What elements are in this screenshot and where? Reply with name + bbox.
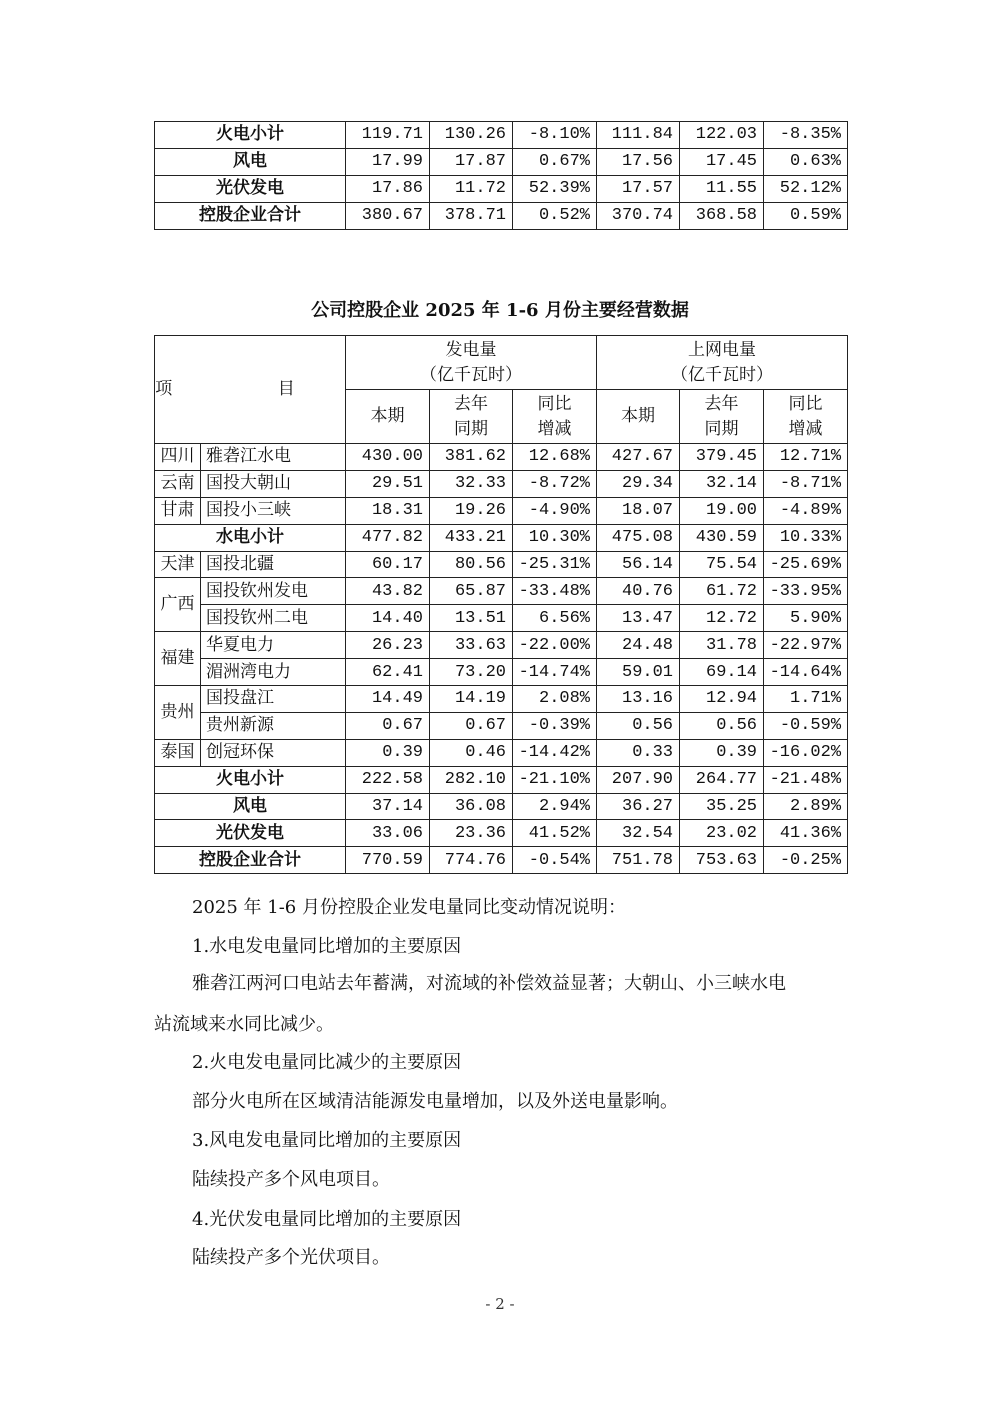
cell-value: -4.90% — [513, 497, 597, 524]
cell-value: 0.59% — [764, 202, 848, 229]
item-4-title: 4.光伏发电量同比增加的主要原因 — [192, 1209, 462, 1230]
table-row — [155, 551, 848, 578]
cell-value: 41.36% — [764, 820, 848, 847]
cell-value: 370.74 — [597, 202, 680, 229]
cell-value: 433.21 — [430, 524, 513, 551]
cell-value: 17.87 — [430, 148, 513, 175]
cell-value: 10.30% — [513, 524, 597, 551]
header-grid: 上网电量 （亿千瓦时） — [597, 336, 848, 390]
cell-value: 264.77 — [680, 766, 764, 793]
cell-value: 52.12% — [764, 175, 848, 202]
cell-value: 427.67 — [597, 444, 680, 471]
cell-value: 62.41 — [346, 659, 430, 686]
cell-value: 2.08% — [513, 686, 597, 713]
cell-value: 1.71% — [764, 686, 848, 713]
cell-value: -25.69% — [764, 551, 848, 578]
table-row — [155, 739, 848, 766]
cell-value: 0.56 — [597, 712, 680, 739]
header-generation: 发电量 （亿千瓦时） — [346, 336, 597, 390]
page-number: - 2 - — [485, 1295, 515, 1313]
province-cell: 广西 — [155, 578, 201, 632]
cell-value: 75.54 — [680, 551, 764, 578]
province-cell: 泰国 — [155, 739, 201, 766]
cell-value: 475.08 — [597, 524, 680, 551]
cell-value: -14.74% — [513, 659, 597, 686]
cell-value: 11.55 — [680, 175, 764, 202]
company-name: 国投钦州二电 — [201, 605, 346, 632]
company-name: 华夏电力 — [201, 632, 346, 659]
subtotal-label: 光伏发电 — [155, 820, 346, 847]
cell-value: 29.34 — [597, 470, 680, 497]
item-1-text-line1: 雅砻江两河口电站去年蓄满，对流域的补偿效益显著；大朝山、小三峡水电 — [192, 973, 786, 994]
header-item: 项 目 — [155, 336, 346, 444]
cell-value: 13.16 — [597, 686, 680, 713]
cell-value: 0.67% — [513, 148, 597, 175]
table-row — [155, 605, 848, 632]
table-row — [155, 578, 848, 605]
summary-table-continued — [154, 121, 848, 230]
header-current: 本期 — [346, 390, 430, 444]
cell-value: 69.14 — [680, 659, 764, 686]
province-cell: 贵州 — [155, 686, 201, 740]
cell-value: 61.72 — [680, 578, 764, 605]
item-2-text: 部分火电所在区域清洁能源发电量增加，以及外送电量影响。 — [192, 1091, 678, 1112]
subtotal-label: 水电小计 — [155, 524, 346, 551]
cell-value: 774.76 — [430, 847, 513, 874]
item-2-title: 2.火电发电量同比减少的主要原因 — [192, 1052, 462, 1073]
cell-value: 430.59 — [680, 524, 764, 551]
company-name: 国投北疆 — [201, 551, 346, 578]
cell-value: -8.71% — [764, 470, 848, 497]
cell-value: 119.71 — [346, 122, 430, 149]
table-row — [155, 793, 848, 820]
cell-value: 13.47 — [597, 605, 680, 632]
cell-value: 32.54 — [597, 820, 680, 847]
cell-value: 0.39 — [346, 739, 430, 766]
company-name: 湄洲湾电力 — [201, 659, 346, 686]
cell-value: 80.56 — [430, 551, 513, 578]
company-name: 国投盘江 — [201, 686, 346, 713]
cell-value: 2.94% — [513, 793, 597, 820]
cell-value: 0.67 — [346, 712, 430, 739]
cell-value: 23.36 — [430, 820, 513, 847]
cell-value: 33.63 — [430, 632, 513, 659]
cell-value: 14.40 — [346, 605, 430, 632]
cell-value: 35.25 — [680, 793, 764, 820]
table-row — [155, 524, 848, 551]
table-row — [155, 686, 848, 713]
cell-value: 18.07 — [597, 497, 680, 524]
table-row — [155, 175, 848, 202]
cell-value: 24.48 — [597, 632, 680, 659]
cell-value: 751.78 — [597, 847, 680, 874]
cell-value: 19.00 — [680, 497, 764, 524]
table-row — [155, 766, 848, 793]
cell-value: 430.00 — [346, 444, 430, 471]
cell-value: 17.99 — [346, 148, 430, 175]
header-yoy: 同比 增减 — [513, 390, 597, 444]
cell-value: -8.72% — [513, 470, 597, 497]
cell-value: -16.02% — [764, 739, 848, 766]
cell-value: -21.48% — [764, 766, 848, 793]
cell-value: -14.42% — [513, 739, 597, 766]
table-row — [155, 470, 848, 497]
company-name: 创冠环保 — [201, 739, 346, 766]
header-yoy: 同比 增减 — [764, 390, 848, 444]
cell-value: -0.54% — [513, 847, 597, 874]
cell-value: 0.33 — [597, 739, 680, 766]
cell-value: 17.45 — [680, 148, 764, 175]
table-row — [155, 712, 848, 739]
cell-value: 0.46 — [430, 739, 513, 766]
cell-value: 17.86 — [346, 175, 430, 202]
table-row — [155, 659, 848, 686]
cell-value: 65.87 — [430, 578, 513, 605]
table-row — [155, 122, 848, 149]
cell-value: 11.72 — [430, 175, 513, 202]
cell-value: 380.67 — [346, 202, 430, 229]
cell-value: 0.56 — [680, 712, 764, 739]
cell-value: 207.90 — [597, 766, 680, 793]
cell-value: 40.76 — [597, 578, 680, 605]
province-cell: 甘肃 — [155, 497, 201, 524]
cell-value: 753.63 — [680, 847, 764, 874]
cell-value: 122.03 — [680, 122, 764, 149]
cell-value: -22.97% — [764, 632, 848, 659]
row-label: 火电小计 — [155, 122, 346, 149]
subtotal-label: 控股企业合计 — [155, 847, 346, 874]
cell-value: 41.52% — [513, 820, 597, 847]
cell-value: -33.95% — [764, 578, 848, 605]
cell-value: 0.52% — [513, 202, 597, 229]
cell-value: -21.10% — [513, 766, 597, 793]
cell-value: 32.14 — [680, 470, 764, 497]
cell-value: -14.64% — [764, 659, 848, 686]
company-name: 贵州新源 — [201, 712, 346, 739]
company-name: 国投钦州发电 — [201, 578, 346, 605]
subtotal-label: 火电小计 — [155, 766, 346, 793]
cell-value: 17.56 — [597, 148, 680, 175]
table-row — [155, 847, 848, 874]
header-current: 本期 — [597, 390, 680, 444]
cell-value: 43.82 — [346, 578, 430, 605]
cell-value: 12.72 — [680, 605, 764, 632]
cell-value: 282.10 — [430, 766, 513, 793]
cell-value: 130.26 — [430, 122, 513, 149]
company-name: 雅砻江水电 — [201, 444, 346, 471]
cell-value: 12.94 — [680, 686, 764, 713]
row-label: 控股企业合计 — [155, 202, 346, 229]
cell-value: -0.39% — [513, 712, 597, 739]
company-name: 国投小三峡 — [201, 497, 346, 524]
cell-value: 379.45 — [680, 444, 764, 471]
cell-value: 0.39 — [680, 739, 764, 766]
cell-value: 14.19 — [430, 686, 513, 713]
company-name: 国投大朝山 — [201, 470, 346, 497]
cell-value: 111.84 — [597, 122, 680, 149]
cell-value: 36.27 — [597, 793, 680, 820]
cell-value: 19.26 — [430, 497, 513, 524]
cell-value: 56.14 — [597, 551, 680, 578]
cell-value: 0.63% — [764, 148, 848, 175]
cell-value: -22.00% — [513, 632, 597, 659]
cell-value: 14.49 — [346, 686, 430, 713]
table-title: 公司控股企业 2025 年 1-6 月份主要经营数据 — [311, 300, 689, 321]
cell-value: 33.06 — [346, 820, 430, 847]
item-3-title: 3.风电发电量同比增加的主要原因 — [192, 1130, 462, 1151]
cell-value: -0.59% — [764, 712, 848, 739]
cell-value: 378.71 — [430, 202, 513, 229]
cell-value: 32.33 — [430, 470, 513, 497]
cell-value: -0.25% — [764, 847, 848, 874]
cell-value: 31.78 — [680, 632, 764, 659]
cell-value: 381.62 — [430, 444, 513, 471]
explanation-heading: 2025 年 1-6 月份控股企业发电量同比变动情况说明： — [192, 897, 626, 918]
cell-value: 12.68% — [513, 444, 597, 471]
table-row — [155, 820, 848, 847]
subtotal-label: 风电 — [155, 793, 346, 820]
cell-value: -8.35% — [764, 122, 848, 149]
cell-value: 5.90% — [764, 605, 848, 632]
item-1-text-line2: 站流域来水同比减少。 — [154, 1014, 334, 1035]
cell-value: 29.51 — [346, 470, 430, 497]
cell-value: 37.14 — [346, 793, 430, 820]
province-cell: 天津 — [155, 551, 201, 578]
cell-value: -33.48% — [513, 578, 597, 605]
cell-value: 60.17 — [346, 551, 430, 578]
cell-value: 59.01 — [597, 659, 680, 686]
cell-value: 477.82 — [346, 524, 430, 551]
cell-value: 6.56% — [513, 605, 597, 632]
cell-value: 368.58 — [680, 202, 764, 229]
cell-value: 222.58 — [346, 766, 430, 793]
item-1-title: 1.水电发电量同比增加的主要原因 — [192, 936, 462, 957]
item-3-text: 陆续投产多个风电项目。 — [192, 1169, 390, 1190]
cell-value: 36.08 — [430, 793, 513, 820]
row-label: 光伏发电 — [155, 175, 346, 202]
cell-value: -25.31% — [513, 551, 597, 578]
header-prev-year: 去年 同期 — [430, 390, 513, 444]
table-row — [155, 632, 848, 659]
row-label: 风电 — [155, 148, 346, 175]
province-cell: 四川 — [155, 444, 201, 471]
operating-data-table — [154, 335, 848, 874]
cell-value: 52.39% — [513, 175, 597, 202]
table-row — [155, 444, 848, 471]
cell-value: -4.89% — [764, 497, 848, 524]
cell-value: 0.67 — [430, 712, 513, 739]
cell-value: 10.33% — [764, 524, 848, 551]
cell-value: 13.51 — [430, 605, 513, 632]
table-row — [155, 497, 848, 524]
cell-value: 23.02 — [680, 820, 764, 847]
province-cell: 福建 — [155, 632, 201, 686]
header-prev-year: 去年 同期 — [680, 390, 764, 444]
cell-value: 73.20 — [430, 659, 513, 686]
table-row — [155, 202, 848, 229]
item-4-text: 陆续投产多个光伏项目。 — [192, 1247, 390, 1268]
province-cell: 云南 — [155, 470, 201, 497]
cell-value: 17.57 — [597, 175, 680, 202]
cell-value: 26.23 — [346, 632, 430, 659]
cell-value: 770.59 — [346, 847, 430, 874]
cell-value: 2.89% — [764, 793, 848, 820]
cell-value: -8.10% — [513, 122, 597, 149]
cell-value: 12.71% — [764, 444, 848, 471]
table-row — [155, 148, 848, 175]
cell-value: 18.31 — [346, 497, 430, 524]
